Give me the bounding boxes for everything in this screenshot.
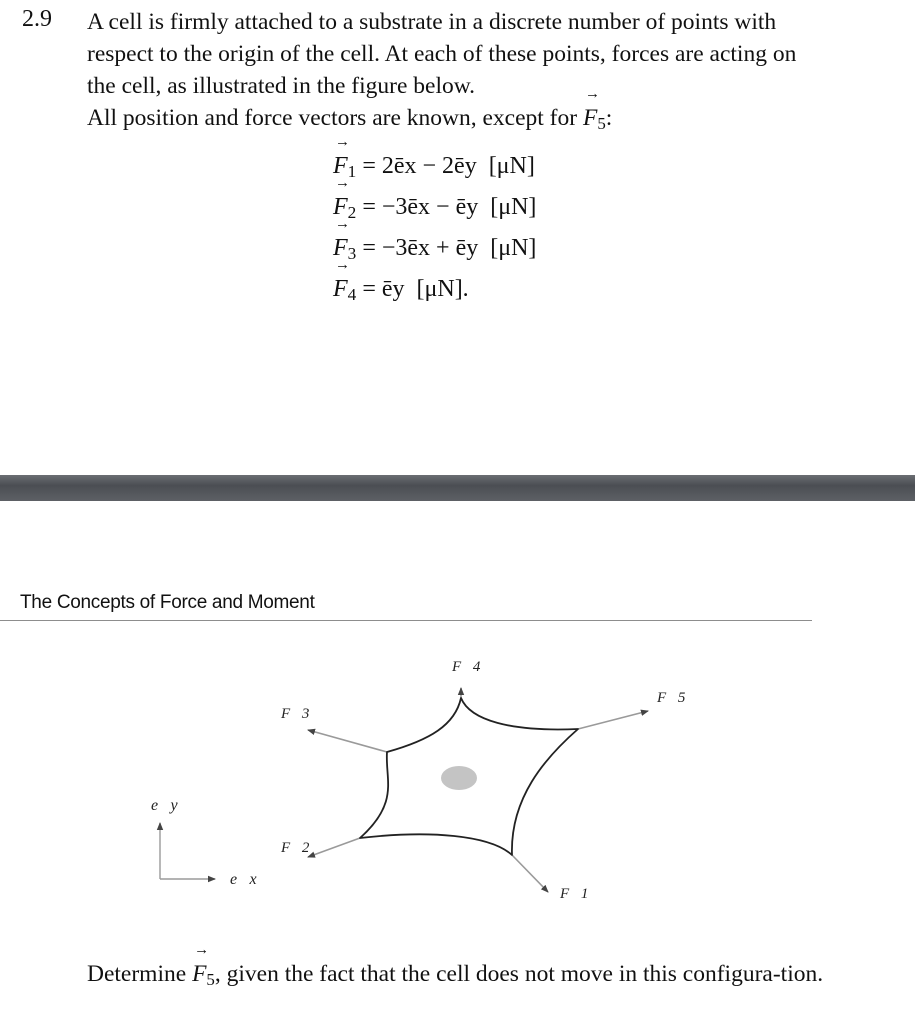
force-arrow-f1	[512, 855, 548, 892]
vector-f-symbol: → F	[333, 150, 348, 182]
question-prefix: Determine	[87, 961, 193, 987]
equation-rhs: = −3ēx − ēy	[362, 194, 479, 220]
vector-f-symbol: → F	[333, 273, 348, 305]
cell-force-figure	[0, 640, 812, 930]
problem-intro: A cell is firmly attached to a substrate in a discrete number of points with respect to the origin of the cell. At each of these points, forces are acting on the cell, as illustrated in the figure below.	[87, 9, 797, 99]
equation-unit: [μN]	[490, 194, 537, 220]
vector-f-symbol: → F	[333, 191, 348, 223]
label-f2: F⃗2	[281, 840, 310, 856]
force-arrow-f2	[308, 838, 360, 857]
problem-statement	[87, 6, 827, 136]
header-rule	[0, 620, 812, 621]
equation-rhs: = ēy	[362, 276, 405, 302]
cell-nucleus	[441, 766, 477, 790]
equation-row: → F4 = ēy [μN].	[333, 273, 536, 314]
label-f3: F⃗3	[281, 706, 310, 722]
force-arrow-f3	[308, 730, 387, 752]
label-f4: F⃗4	[452, 659, 481, 675]
known-prefix: All position and force vectors are known, except for	[87, 105, 583, 131]
coordinate-axes	[160, 823, 215, 879]
equation-row: → F2 = −3ēx − ēy [μN]	[333, 191, 536, 232]
force-arrow-f5	[578, 711, 648, 729]
known-vectors-line: All position and force vectors are known, except for → F5:	[87, 102, 827, 136]
equation-unit: [μN]	[490, 235, 537, 261]
known-suffix: :	[605, 105, 613, 131]
vector-f-symbol: → F	[333, 232, 348, 264]
force-equations	[333, 150, 536, 314]
problem-number: 2.9	[22, 6, 52, 32]
equation-unit: [μN]	[488, 153, 535, 179]
equation-row: → F1 = 2ēx − 2ēy [μN]	[333, 150, 536, 191]
vector-f5-symbol-question: → F	[192, 958, 206, 990]
label-f1: F⃗1	[560, 886, 589, 902]
question-text: Determine → F5, given the fact that the cell does not move in this configura-tion.	[87, 958, 827, 992]
equation-rhs: = −3ēx + ēy	[362, 235, 479, 261]
equation-row: → F3 = −3ēx + ēy [μN]	[333, 232, 536, 273]
equation-unit: [μN].	[416, 276, 469, 302]
label-ex: e⃗x	[230, 871, 257, 888]
force-arrows	[308, 688, 648, 892]
equation-rhs: = 2ēx − 2ēy	[362, 153, 477, 179]
section-header: The Concepts of Force and Moment	[20, 592, 315, 613]
page-divider	[0, 475, 915, 501]
question-suffix: , given the fact that the cell does not move in this configura-tion.	[214, 961, 824, 987]
label-f5: F⃗5	[657, 690, 686, 706]
vector-f5-symbol: → F	[583, 102, 597, 134]
label-ey: e⃗y	[151, 797, 178, 814]
